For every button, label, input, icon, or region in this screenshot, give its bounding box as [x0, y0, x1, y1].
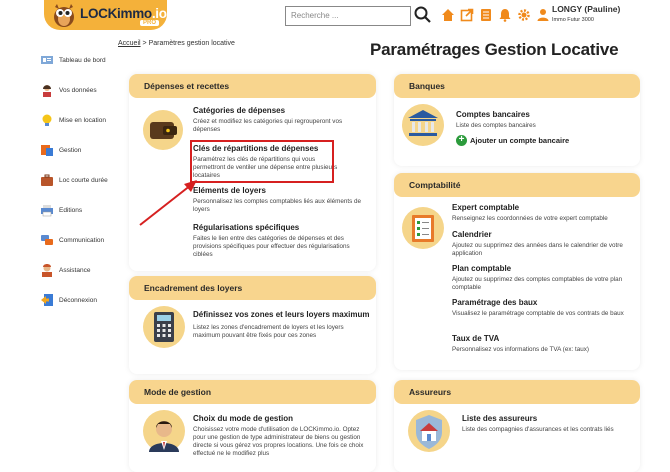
- search-icon[interactable]: [413, 5, 433, 26]
- person-icon: [40, 83, 54, 97]
- banks-header: Banques: [394, 74, 640, 98]
- sidebar-item-communication[interactable]: [40, 225, 120, 255]
- expense-categories-link[interactable]: Catégories de dépenses: [193, 106, 286, 115]
- gear-icon[interactable]: [517, 8, 531, 22]
- support-agent-icon: [40, 263, 54, 277]
- management-mode-desc: Choisissez votre mode d'utilisation de LOCKimmo.io. Optez pour une gestion de type administrateur de biens ou gestion directe si vous gérez vos propres locations. Une fois ce choix effectué ne le modifiez plus: [193, 426, 364, 457]
- sidebar-item-label: Vos données: [59, 86, 97, 94]
- breadcrumb: [118, 40, 235, 47]
- accounting-card: [394, 173, 640, 370]
- accountant-desc: Renseignez les coordonnées de votre expert comptable: [452, 215, 608, 222]
- calculator-icon: [143, 306, 185, 348]
- sidebar-item-editions[interactable]: [40, 195, 120, 225]
- calendar-desc: Ajoutez ou supprimez des années dans le calendrier de votre application: [452, 242, 623, 257]
- sidebar-item-label: Gestion: [59, 146, 82, 154]
- annotation-arrow: [135, 175, 205, 230]
- expense-allocation-keys-link[interactable]: Clés de répartitions de dépenses: [193, 144, 319, 153]
- user-organization: Immo Futur 3000: [552, 17, 594, 23]
- sidebar-item-short-term-rental[interactable]: [40, 165, 120, 195]
- toolbar-icons: [441, 8, 550, 22]
- add-bank-account-label: Ajouter un compte bancaire: [470, 136, 570, 145]
- rent-control-header: Encadrement des loyers: [129, 276, 376, 300]
- page-title: Paramétrages Gestion Locative: [370, 40, 619, 59]
- expense-allocation-keys-desc: Paramétrez les clés de répartitions qui vous permettront de ventiler une dépense entre plusieurs locataires: [193, 156, 338, 179]
- rent-zones-desc: Listez les zones d'encadrement de loyers et les loyers maximum pouvant être fixés pour ces zones: [193, 324, 344, 339]
- sidebar-item-label: Tableau de bord: [59, 56, 106, 64]
- insurers-header: Assureurs: [394, 380, 640, 404]
- insurers-card: [394, 380, 640, 472]
- sidebar-item-label: Déconnexion: [59, 296, 97, 304]
- accounting-header: Comptabilité: [394, 173, 640, 197]
- insurers-list-link[interactable]: Liste des assureurs: [462, 414, 538, 423]
- printer-icon: [40, 203, 54, 217]
- add-bank-account-button[interactable]: [456, 135, 634, 146]
- breadcrumb-home-link[interactable]: Accueil: [118, 40, 141, 47]
- sidebar-item-logout[interactable]: [40, 285, 120, 315]
- management-mode-header: Mode de gestion: [129, 380, 376, 404]
- owl-mascot-icon: [52, 2, 76, 28]
- lease-settings-desc: Visualisez le paramétrage comptable de vos contrats de baux: [452, 310, 624, 317]
- rent-zones-link[interactable]: Définissez vos zones et leurs loyers maximum: [193, 310, 370, 319]
- calendar-link[interactable]: Calendrier: [452, 230, 492, 239]
- rent-control-card: [129, 276, 376, 374]
- bank-building-icon: [402, 104, 444, 146]
- management-icon: [40, 143, 54, 157]
- sidebar-item-label: Loc courte durée: [59, 176, 108, 184]
- specific-regularizations-desc: Faites le lien entre des catégories de dépenses et des provisions spécifiques pour effectuer des régularisations ciblées: [193, 235, 350, 258]
- sidebar-item-data[interactable]: [40, 75, 120, 105]
- sidebar-item-rental-listing[interactable]: [40, 105, 120, 135]
- sidebar-item-management[interactable]: [40, 135, 120, 165]
- insured-house-icon: [408, 410, 450, 452]
- lightbulb-icon: [40, 113, 54, 127]
- sidebar-item-label: Communication: [59, 236, 105, 244]
- logout-icon: [40, 293, 54, 307]
- external-link-icon[interactable]: [460, 8, 474, 22]
- wallet-icon: [143, 110, 183, 150]
- banks-card: [394, 74, 640, 166]
- home-icon[interactable]: [441, 8, 455, 22]
- lease-settings-link[interactable]: Paramétrage des baux: [452, 298, 538, 307]
- chart-of-accounts-link[interactable]: Plan comptable: [452, 264, 512, 273]
- sidebar-item-label: Mise en location: [59, 116, 106, 124]
- specific-regularizations-link[interactable]: Régularisations spécifiques: [193, 223, 300, 232]
- notification-bell-icon[interactable]: [498, 8, 512, 22]
- sidebar-item-dashboard[interactable]: [40, 45, 120, 75]
- rent-elements-link[interactable]: Eléments de loyers: [193, 186, 266, 195]
- bank-accounts-link[interactable]: Comptes bancaires: [456, 110, 530, 119]
- document-icon[interactable]: [479, 8, 493, 22]
- user-name: LONGY (Pauline): [552, 4, 621, 14]
- sidebar-nav: [40, 45, 120, 315]
- accounting-ledger-icon: [402, 207, 444, 249]
- sidebar-item-assistance[interactable]: [40, 255, 120, 285]
- chat-bubbles-icon: [40, 233, 54, 247]
- sidebar-item-label: Editions: [59, 206, 83, 214]
- brand-name: LOCKimmo.io: [80, 5, 167, 21]
- app-logo[interactable]: [44, 0, 167, 30]
- breadcrumb-current: Paramètres gestion locative: [148, 40, 235, 47]
- chart-of-accounts-desc: Ajoutez ou supprimez des comptes comptables de votre plan comptable: [452, 276, 623, 291]
- search-input[interactable]: Recherche ...: [285, 6, 411, 26]
- suitcase-icon: [40, 173, 54, 187]
- highlight-box: [190, 140, 334, 183]
- management-mode-link[interactable]: Choix du mode de gestion: [193, 414, 294, 423]
- vat-rates-desc: Personnalisez vos informations de TVA (ex: taux): [452, 346, 589, 353]
- vat-rates-link[interactable]: Taux de TVA: [452, 334, 500, 343]
- pro-badge: PRO: [140, 20, 159, 26]
- user-info[interactable]: [552, 4, 620, 23]
- top-bar: [0, 0, 670, 33]
- breadcrumb-separator: >: [142, 40, 147, 47]
- user-account-icon[interactable]: [536, 8, 550, 22]
- sidebar-item-label: Assistance: [59, 266, 91, 274]
- dashboard-icon: [40, 53, 54, 67]
- insurers-list-desc: Liste des compagnies d'assurances et les contrats liés: [462, 426, 614, 433]
- accountant-link[interactable]: Expert comptable: [452, 203, 520, 212]
- expenses-revenue-header: Dépenses et recettes: [129, 74, 376, 98]
- bank-accounts-desc: Liste des comptes bancaires: [456, 122, 536, 129]
- management-mode-card: [129, 380, 376, 472]
- expense-categories-desc: Créez et modifiez les catégories qui regrouperont vos dépenses: [193, 118, 343, 133]
- businessman-icon: [143, 410, 185, 452]
- rent-elements-desc: Personnalisez les comptes comptables liés aux éléments de loyers: [193, 198, 362, 213]
- plus-icon: +: [456, 135, 467, 146]
